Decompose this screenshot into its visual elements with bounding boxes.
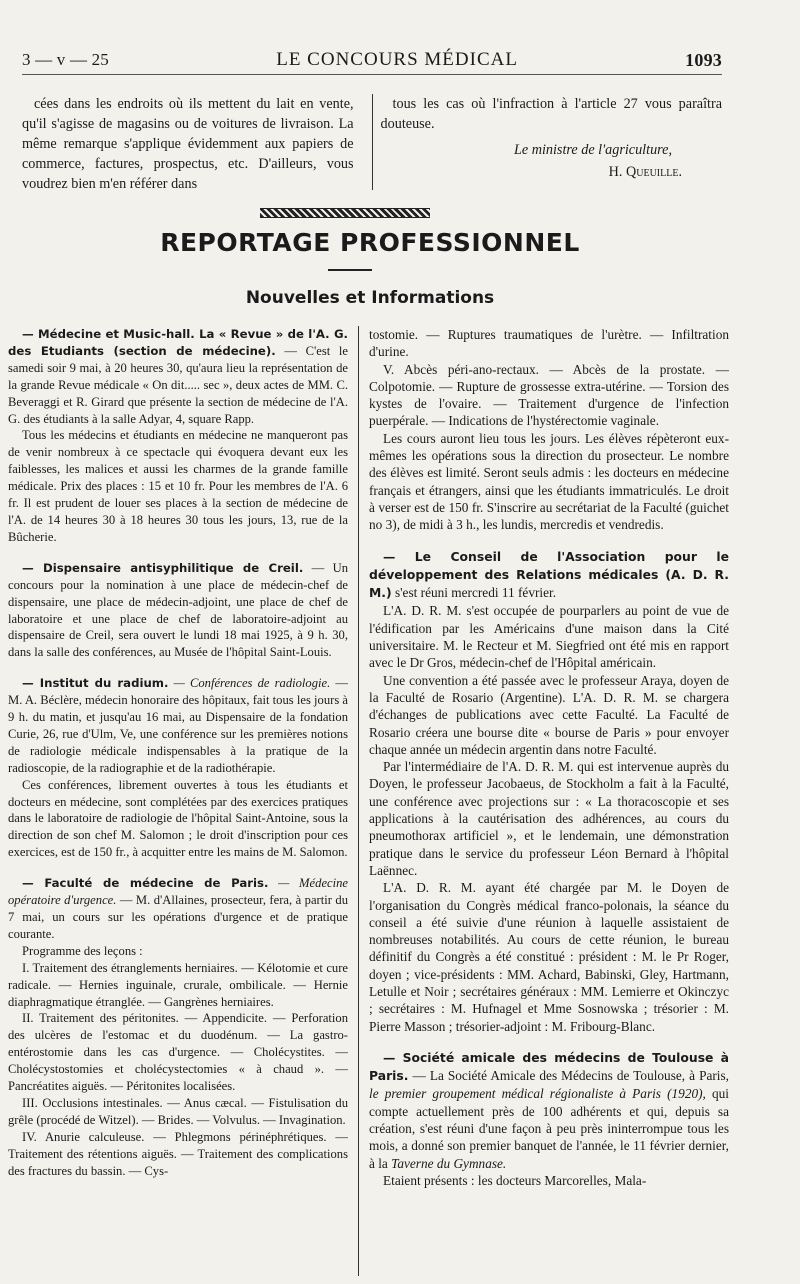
- item-body: — Un concours pour la nomination à une place de médecin-chef de dispensaire, une place de médecin-adjoint, une place de chef de laboratoire et une place de chef de laboratoire-adjoint au dispensaire de Creil, sera ouvert le lundi 18 mai 1925, à 9 h. 30, dans la salle des conférences, au Musée de l'hôpital Saint-Louis.: [8, 560, 348, 660]
- item-institut-radium: [8, 675, 348, 776]
- item-music-hall: [8, 326, 348, 427]
- top-right-column: [381, 94, 722, 190]
- paragraph: Ces conférences, librement ouvertes à tous les étudiants et docteurs en médecine, sont complétées par des exercices pratiques dans le laboratoire de radiologie de l'hôpital Saint-Antoine, sous la direction de son chef M. Salomon ; le droit d'inscription pour ces exercices, est de 150 fr., à acquitter entre les mains de M. Salomon.: [8, 777, 348, 860]
- item-adrm: [369, 548, 729, 603]
- item-toulouse: [369, 1049, 729, 1172]
- item-body: — M. d'Allaines, prosecteur, fera, à partir du 7 mai, un cours sur les opérations d'urgence et de pratique courante.: [8, 893, 348, 941]
- lesson-item: IV. Anurie calculeuse. — Phlegmons périnéphrétiques. — Traitement des rétentions aiguës. — Traitement des complications des fractures du bassin. — Cys-: [8, 1129, 348, 1178]
- top-left-column: [22, 94, 364, 190]
- item-heading: — Le Conseil de l'Association pour le développement des Relations médicales (A. D. R. M.): [369, 549, 729, 601]
- column-divider: [358, 326, 359, 1276]
- running-header: [22, 46, 722, 75]
- item-dispensaire: [8, 560, 348, 661]
- paragraph: L'A. D. R. M. ayant été chargée par M. le Doyen de l'organisation du Congrès médical franco-polonais, la séance du conseil a été suivie d'une réunion à laquelle assistaient de nombreuses notabilités. Au cours de cette réunion, le bureau définitif du Congrès a été constitué : président : M. le Pr Roger, doyen ; vice-présidents : MM. Achard, Babinski, Gley, Hartmann, Letulle et Noir ; secrétaires généraux : MM. Lemierre et Okinczyc ; secrétaires : M. Hufnagel et Mme Sosnowska ; trésorier : M. Pierre Masson ; trésorier-adjoint : M. Fribourg-Blanc.: [369, 880, 729, 1034]
- signature-role: Le ministre de l'agriculture,: [513, 142, 672, 158]
- page-number: 1093: [685, 49, 722, 70]
- top-left-paragraph: cées dans les endroits où ils mettent du lait en vente, qu'il s'agisse de magasins ou de voitures de livraison. La même remarque s'applique évidemment aux papiers de commerce, factures, prospectus, etc. D'ailleurs, vous voudrez bien m'en référer dans: [22, 96, 354, 192]
- paragraph: Les cours auront lieu tous les jours. Les élèves répèteront eux-mêmes les opérations sous la direction du prosecteur. Le nombre des élèves est limité. Seront seuls admis : les docteurs en médecine français et étrangers, ainsi que les étudiants immatriculés. Le droit à verser est de 150 fr. S'inscrire au secrétariat de la Faculté (guichet no 3), de midi à 3 h., les lundis, mercredis et vendredis.: [369, 430, 729, 533]
- item-body: — M. A. Béclère, médecin honoraire des hôpitaux, fait tous les jours à 9 h. du matin, et jusqu'au 16 mai, au Dispensaire de la fondation Curie, 26, rue d'Ulm, Ve, une conférence sur les premières notions de radiologie médicale indispensables à la pratique de la radioscopie, de la radiographie et de la radiothérapie.: [8, 676, 348, 775]
- article-columns: [8, 326, 730, 1276]
- top-right-paragraph: tous les cas où l'infraction à l'article 27 vous paraîtra douteuse.: [380, 96, 722, 132]
- item-italic: Taverne du Gymnase.: [391, 1155, 507, 1171]
- decorative-ornament: [260, 208, 430, 218]
- paragraph: Par l'intermédiaire de l'A. D. R. M. qui est intervenue auprès du Doyen, le professeur Jacobaeus, de Stockholm a fait à la Faculté, une conférence avec projections sur : « La thoracoscopie et ses applications à la cautérisation des adhérences, au cours du pneumothorax artificiel », et le lendemain, une démonstration pratique dans le service du professeur Léon Bernard à l'hôpital Laënnec.: [369, 759, 729, 878]
- left-column: [8, 326, 348, 1276]
- item-heading: — Médecine et Music-hall. La « Revue » de l'A. G. des Etudiants (section de médecine).: [8, 327, 348, 358]
- continued-text-block: [22, 94, 722, 190]
- paragraph: L'A. D. R. M. s'est occupée de pourparlers au point de vue de l'édification par les Américains d'une maison dans la Cité universitaire. M. le Recteur et M. Siegfried ont été mis en rapport avec le Dr Gros, médecin-chef de l'Hôpital américain.: [369, 603, 729, 671]
- header-date: 3 — v — 25: [22, 50, 109, 69]
- signature-name: H. Queuille.: [608, 164, 682, 180]
- item-faculte: [8, 875, 348, 943]
- item-heading: — Faculté de médecine de Paris.: [22, 876, 269, 891]
- lesson-item: V. Abcès péri-ano-rectaux. — Abcès de la prostate. — Colpotomie. — Rupture de grossesse extra-utérine. — Torsion des kystes de l'ovaire. — Traitement d'urgence de l'infection puerpérale. — Indications de l'hystérectomie vaginale.: [369, 361, 729, 429]
- item-body: s'est réuni mercredi 11 février.: [394, 585, 557, 601]
- item-heading: — Société amicale des médecins de Toulouse à Paris.: [369, 1050, 729, 1084]
- paragraph: Tous les médecins et étudiants en médecine ne manqueront pas de venir nombreux à ce spectacle qui évoquera devant eux les faiblesses, les malices et aussi les charmes de la grande famille médicale. Prix des places : 15 et 10 fr. Pour les membres de l'A. 6 fr. Il est prudent de louer ses places à la section de médecine de l'A. de 14 heures 30 à 18 heures 30 tous les jours, 13, rue de la Bûcherie.: [8, 428, 348, 544]
- column-divider: [372, 94, 373, 190]
- item-italic: le premier groupement médical régionaliste à Paris (1920),: [369, 1086, 706, 1102]
- section-title: REPORTAGE PROFESSIONNEL: [160, 228, 580, 257]
- item-body: — La Société Amicale des Médecins de Toulouse, à Paris,: [412, 1068, 729, 1084]
- item-subheading: — Conférences de radiologie.: [173, 676, 331, 691]
- right-column: [369, 326, 729, 1276]
- item-heading: — Dispensaire antisyphilitique de Creil.: [22, 560, 304, 575]
- lesson-item: I. Traitement des étranglements herniaires. — Kélotomie et cure radicale. — Hernies inguinale, crurale, ombilicale. — Hernie diaphragmatique étranglée. — Gangrènes herniaires.: [8, 960, 348, 1009]
- lesson-item: II. Traitement des péritonites. — Appendicite. — Perforation des ulcères de l'estomac et du duodénum. — La gastro-entérostomie dans les cas d'urgence. — Cholécystites. — Cholécystostomies et cholécystectomies « à chaud ». — Pancréatites aiguës. — Péritonites localisées.: [8, 1011, 348, 1094]
- item-body: — C'est le samedi soir 9 mai, à 20 heures 30, qu'aura lieu la représentation de la grande Revue médicale « On dit..... sec », deux actes de MM. C. Beveraggi et R. Girard que présente la section de médecine de l'A. G. des étudiants à la salle Adyar, 4, square Rapp.: [8, 343, 348, 426]
- item-body: qui compte actuellement près de 100 adhérents et qui, depuis sa création, s'est réuni d'une façon à peu près ininterrompue tous les mois, a donné son premier banquet de l'année, le 11 février dernier, à la: [369, 1086, 729, 1171]
- item-heading: — Institut du radium.: [22, 676, 169, 691]
- subsection-title: Nouvelles et Informations: [245, 288, 495, 308]
- paragraph: Etaient présents : les docteurs Marcorelles, Mala-: [383, 1172, 647, 1188]
- paragraph: Programme des leçons :: [22, 943, 143, 958]
- signature: [381, 140, 722, 182]
- paragraph: Une convention a été passée avec le professeur Araya, doyen de la Faculté de Rosario (Argentine). L'A. D. R. M. se chargera d'échanges de publications avec cette Faculté. La Faculté de Rosario créera une bourse dite « bourse de Paris » pour envoyer chaque année un médecin argentin dans notre Faculté.: [369, 672, 729, 757]
- lesson-item: III. Occlusions intestinales. — Anus cæcal. — Fistulisation du grêle (procédé de Witzel). — Brides. — Volvulus. — Invagination.: [8, 1095, 348, 1127]
- paragraph: tostomie. — Ruptures traumatiques de l'urètre. — Infiltration d'urine.: [369, 327, 729, 360]
- title-rule: [328, 269, 372, 271]
- journal-title: LE CONCOURS MÉDICAL: [276, 49, 518, 70]
- item-subheading: — Médecine opératoire d'urgence.: [8, 876, 348, 908]
